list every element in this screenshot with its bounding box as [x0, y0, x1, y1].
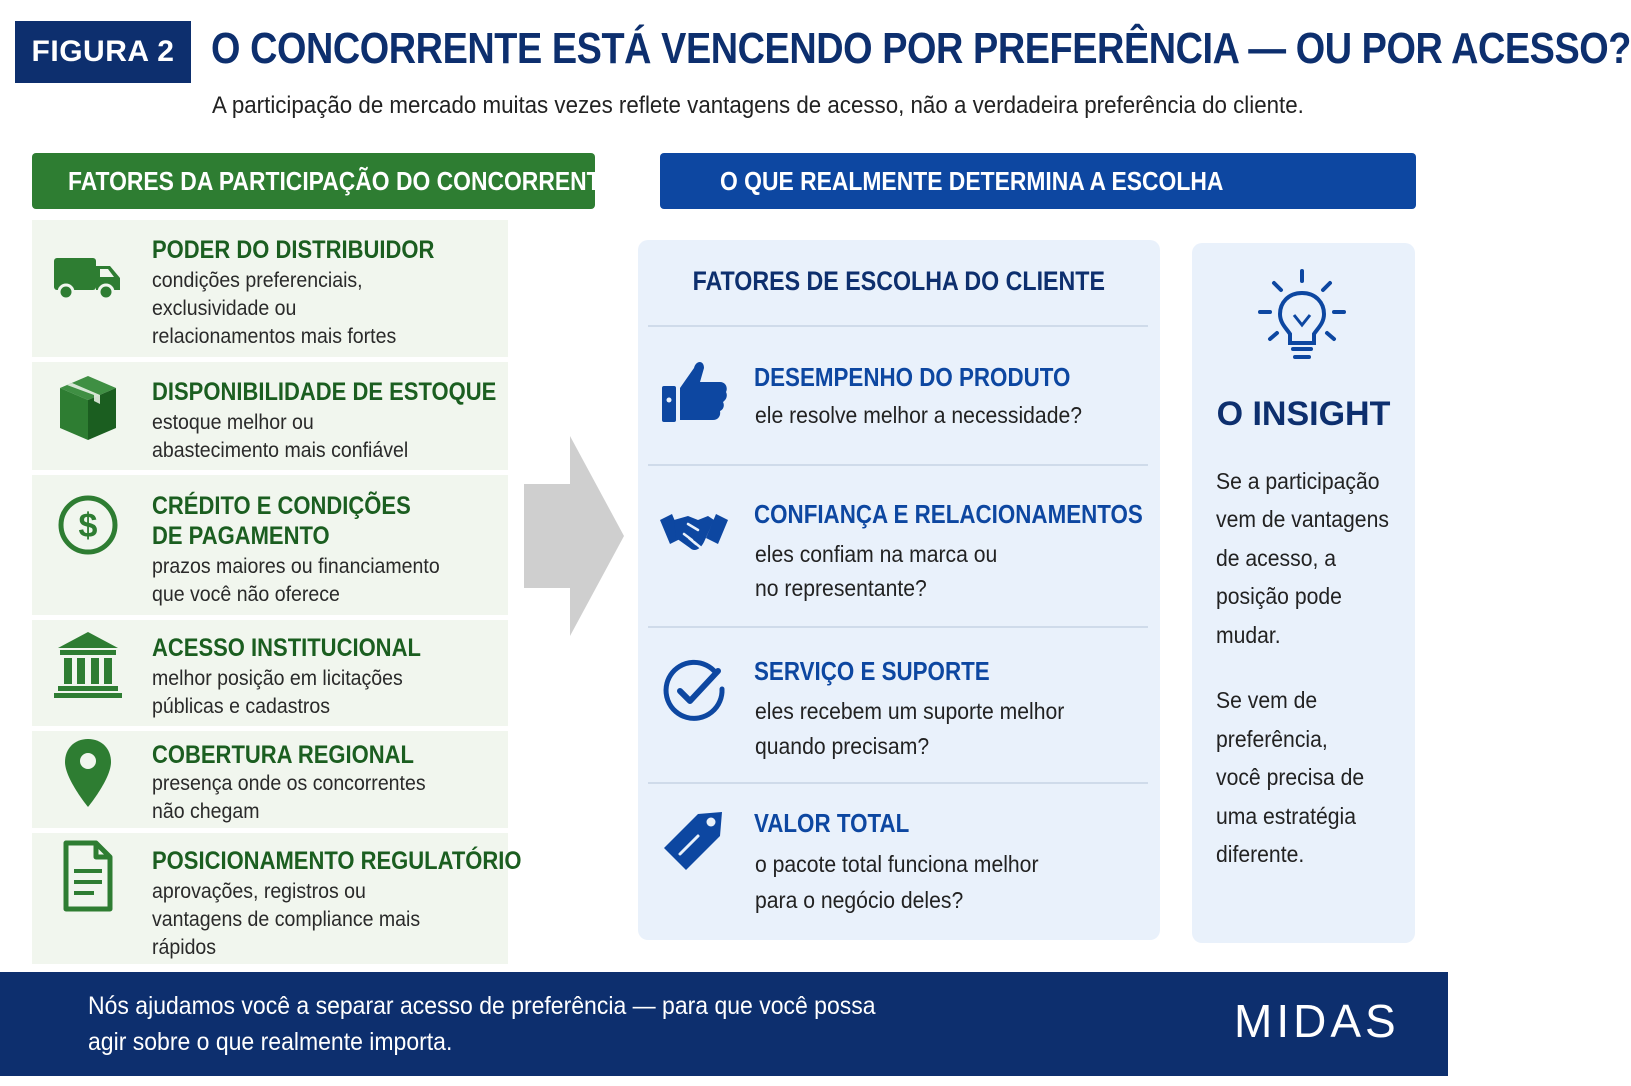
- check-circle-icon: [658, 655, 730, 727]
- price-tag-icon: [658, 806, 730, 878]
- location-pin-icon: [50, 737, 126, 813]
- choice-desc-line: o pacote total funciona melhor: [755, 851, 1039, 877]
- divider: [648, 782, 1148, 784]
- factor-distributor-power: [32, 220, 508, 357]
- box-icon: [50, 370, 126, 446]
- factor-credit-terms: [32, 475, 508, 615]
- footer-line: Nós ajudamos você a separar acesso de preferência — para que você possa: [88, 992, 876, 1020]
- divider: [648, 626, 1148, 628]
- insight-line: Se a participação: [1216, 468, 1380, 494]
- insight-line: Se vem de: [1216, 687, 1318, 713]
- truck-icon: [50, 240, 126, 316]
- insight-title: O INSIGHT: [1216, 395, 1391, 433]
- factor-title: DISPONIBILIDADE DE ESTOQUE: [152, 378, 497, 406]
- factor-title: PODER DO DISTRIBUIDOR: [152, 236, 435, 264]
- choice-desc-line: para o negócio deles?: [755, 887, 964, 913]
- choice-desc-line: ele resolve melhor a necessidade?: [755, 402, 1083, 428]
- choice-title: DESEMPENHO DO PRODUTO: [754, 362, 1071, 392]
- factor-title: POSICIONAMENTO REGULATÓRIO: [152, 847, 522, 875]
- insight-line: você precisa de: [1216, 764, 1365, 790]
- factor-desc-line: aprovações, registros ou: [152, 880, 366, 903]
- choice-desc-line: quando precisam?: [755, 733, 930, 759]
- document-icon: [50, 839, 126, 915]
- institution-icon: [50, 628, 126, 704]
- dollar-icon: [50, 487, 126, 563]
- choice-desc-line: eles confiam na marca ou: [755, 541, 998, 567]
- factor-regulatory-positioning: [32, 833, 522, 964]
- choice-title: SERVIÇO E SUPORTE: [754, 656, 990, 686]
- footer-line: agir sobre o que realmente importa.: [88, 1028, 453, 1056]
- choice-title: VALOR TOTAL: [754, 808, 910, 838]
- factor-desc-line: presença onde os concorrentes: [152, 772, 426, 795]
- thumbs-up-icon: [658, 354, 730, 426]
- factor-regional-coverage: [32, 731, 508, 828]
- lightbulb-icon: [1256, 267, 1348, 367]
- factor-desc-line: melhor posição em licitações: [152, 667, 403, 690]
- factor-desc-line: que você não oferece: [152, 583, 340, 606]
- footer-banner: [0, 972, 1448, 1076]
- choice-title: CONFIANÇA E RELACIONAMENTOS: [754, 499, 1143, 529]
- page-subtitle: A participação de mercado muitas vezes reflete vantagens de acesso, não a verdadeira preferência do cliente.: [212, 92, 1304, 119]
- insight-line: de acesso, a: [1216, 545, 1336, 571]
- competitor-factors-header: FATORES DA PARTICIPAÇÃO DO CONCORRENTE: [32, 153, 595, 209]
- factor-institutional-access: [32, 620, 508, 726]
- factor-desc-line: condições preferenciais,: [152, 269, 363, 292]
- divider: [648, 325, 1148, 327]
- factor-desc-line: rápidos: [152, 936, 217, 959]
- insight-line: diferente.: [1216, 841, 1305, 867]
- divider: [648, 464, 1148, 466]
- factor-title: COBERTURA REGIONAL: [152, 741, 414, 769]
- factor-desc-line: exclusividade ou: [152, 297, 297, 320]
- insight-line: vem de vantagens: [1216, 506, 1389, 532]
- choice-desc-line: eles recebem um suporte melhor: [755, 698, 1065, 724]
- choice-desc-line: no representante?: [755, 575, 927, 601]
- panel-title: FATORES DE ESCOLHA DO CLIENTE: [692, 266, 1106, 296]
- factor-desc-line: vantagens de compliance mais: [152, 908, 421, 931]
- insight-line: uma estratégia: [1216, 803, 1356, 829]
- factor-title: ACESSO INSTITUCIONAL: [152, 634, 421, 662]
- factor-desc-line: públicas e cadastros: [152, 695, 331, 718]
- insight-panel: [1192, 243, 1415, 943]
- factor-desc-line: estoque melhor ou: [152, 411, 314, 434]
- factor-desc-line: abastecimento mais confiável: [152, 439, 409, 462]
- factor-stock-availability: [32, 362, 508, 470]
- page-title: O CONCORRENTE ESTÁ VENCENDO POR PREFERÊNCIA — OU POR ACESSO?: [211, 24, 1631, 73]
- figure-badge: FIGURA 2: [15, 21, 191, 83]
- brand-logo: MIDAS: [1234, 995, 1400, 1047]
- insight-line: posição pode: [1216, 583, 1342, 609]
- factor-desc-line: relacionamentos mais fortes: [152, 325, 397, 348]
- factor-desc-line: não chegam: [152, 800, 260, 823]
- svg-text:$: $: [78, 507, 98, 545]
- factor-desc-line: prazos maiores ou financiamento: [152, 555, 440, 578]
- footer-text: [88, 988, 876, 1060]
- right-arrow-icon: [524, 436, 628, 638]
- customer-choice-panel: [638, 240, 1160, 940]
- choice-determinants-header: O QUE REALMENTE DETERMINA A ESCOLHA: [660, 153, 1416, 209]
- factor-title: CRÉDITO E CONDIÇÕES: [152, 492, 411, 520]
- insight-line: preferência,: [1216, 726, 1328, 752]
- handshake-icon: [658, 498, 730, 570]
- factor-title: DE PAGAMENTO: [152, 522, 330, 550]
- insight-line: mudar.: [1216, 622, 1281, 648]
